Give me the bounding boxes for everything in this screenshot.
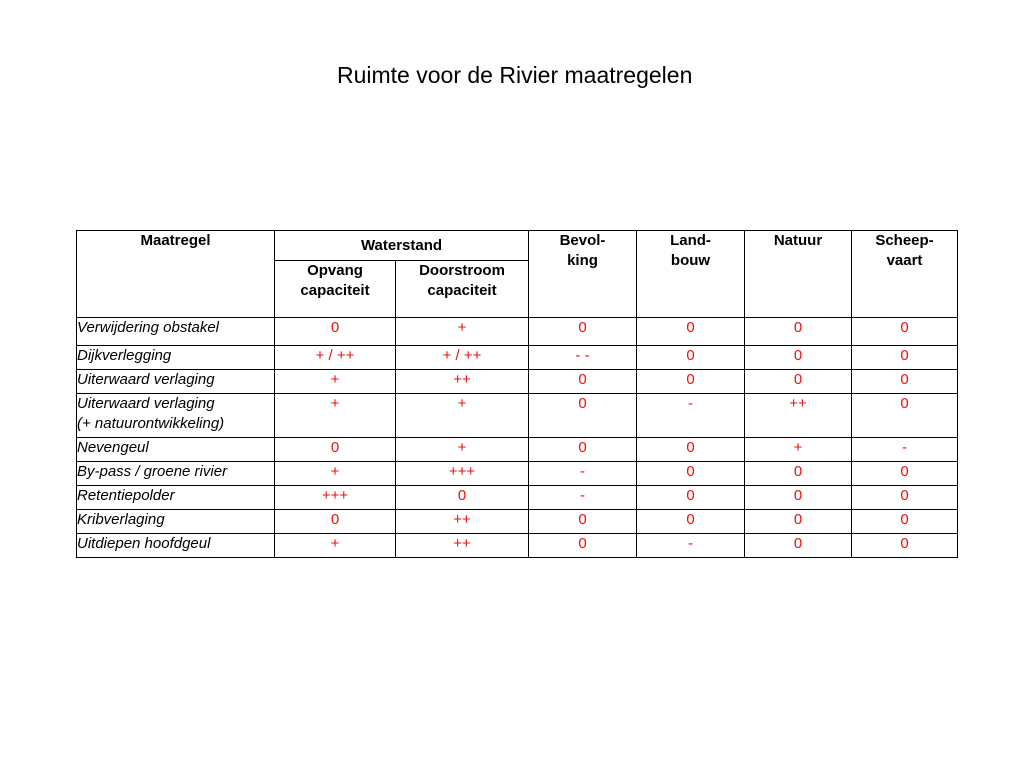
header-agriculture: Land- bouw [637, 231, 745, 318]
value-cell: ++ [396, 534, 529, 558]
value-cell: 0 [637, 510, 745, 534]
header-storage-capacity: Opvang capaciteit [275, 261, 396, 318]
measure-name: By-pass / groene rivier [77, 462, 275, 486]
value-cell: 0 [637, 462, 745, 486]
value-cell: ++ [396, 370, 529, 394]
value-cell: 0 [852, 370, 958, 394]
value-cell: 0 [529, 534, 637, 558]
measure-name: Uiterwaard verlaging [77, 370, 275, 394]
value-cell: 0 [745, 462, 852, 486]
value-cell: + [275, 534, 396, 558]
value-cell: + [275, 462, 396, 486]
table-row [77, 318, 958, 346]
value-cell: +++ [275, 486, 396, 510]
value-cell: 0 [852, 534, 958, 558]
value-cell: 0 [396, 486, 529, 510]
measure-name: Retentiepolder [77, 486, 275, 510]
measure-name: Nevengeul [77, 438, 275, 462]
header-water-level: Waterstand [275, 231, 529, 261]
header-measure: Maatregel [77, 231, 275, 318]
value-cell: + [275, 370, 396, 394]
value-cell: + / ++ [275, 346, 396, 370]
value-cell: - [852, 438, 958, 462]
value-cell: 0 [852, 510, 958, 534]
table-row [77, 394, 958, 438]
header-shipping: Scheep- vaart [852, 231, 958, 318]
value-cell: 0 [275, 438, 396, 462]
measure-name: Verwijdering obstakel [77, 318, 275, 346]
table-row [77, 346, 958, 370]
table-row [77, 370, 958, 394]
value-cell: ++ [396, 510, 529, 534]
value-cell: 0 [275, 510, 396, 534]
value-cell: 0 [852, 462, 958, 486]
value-cell: 0 [745, 318, 852, 346]
value-cell: + / ++ [396, 346, 529, 370]
value-cell: ++ [745, 394, 852, 438]
value-cell: 0 [745, 534, 852, 558]
value-cell: 0 [852, 486, 958, 510]
value-cell: 0 [637, 370, 745, 394]
value-cell: 0 [275, 318, 396, 346]
table-row [77, 534, 958, 558]
value-cell: 0 [529, 510, 637, 534]
table-row [77, 438, 958, 462]
measures-table [76, 230, 958, 558]
value-cell: 0 [852, 394, 958, 438]
value-cell: 0 [745, 370, 852, 394]
value-cell: +++ [396, 462, 529, 486]
value-cell: - - [529, 346, 637, 370]
value-cell: - [637, 394, 745, 438]
value-cell: 0 [637, 438, 745, 462]
value-cell: 0 [852, 346, 958, 370]
value-cell: 0 [745, 346, 852, 370]
value-cell: 0 [529, 318, 637, 346]
value-cell: + [745, 438, 852, 462]
value-cell: + [396, 318, 529, 346]
value-cell: 0 [852, 318, 958, 346]
table-body [77, 318, 958, 558]
measure-name: Uiterwaard verlaging (+ natuurontwikkeling) [77, 394, 275, 438]
measure-name: Kribverlaging [77, 510, 275, 534]
page-title: Ruimte voor de Rivier maatregelen [337, 62, 693, 88]
value-cell: 0 [745, 486, 852, 510]
value-cell: 0 [529, 370, 637, 394]
value-cell: 0 [745, 510, 852, 534]
value-cell: - [529, 462, 637, 486]
table-row [77, 510, 958, 534]
value-cell: - [529, 486, 637, 510]
value-cell: - [637, 534, 745, 558]
header-nature: Natuur [745, 231, 852, 318]
value-cell: 0 [529, 438, 637, 462]
header-population: Bevol- king [529, 231, 637, 318]
value-cell: + [275, 394, 396, 438]
value-cell: 0 [637, 486, 745, 510]
header-flow-capacity: Doorstroom capaciteit [396, 261, 529, 318]
value-cell: + [396, 438, 529, 462]
value-cell: + [396, 394, 529, 438]
table-row [77, 462, 958, 486]
value-cell: 0 [529, 394, 637, 438]
value-cell: 0 [637, 318, 745, 346]
value-cell: 0 [637, 346, 745, 370]
table-row [77, 486, 958, 510]
measure-name: Dijkverlegging [77, 346, 275, 370]
measure-name: Uitdiepen hoofdgeul [77, 534, 275, 558]
